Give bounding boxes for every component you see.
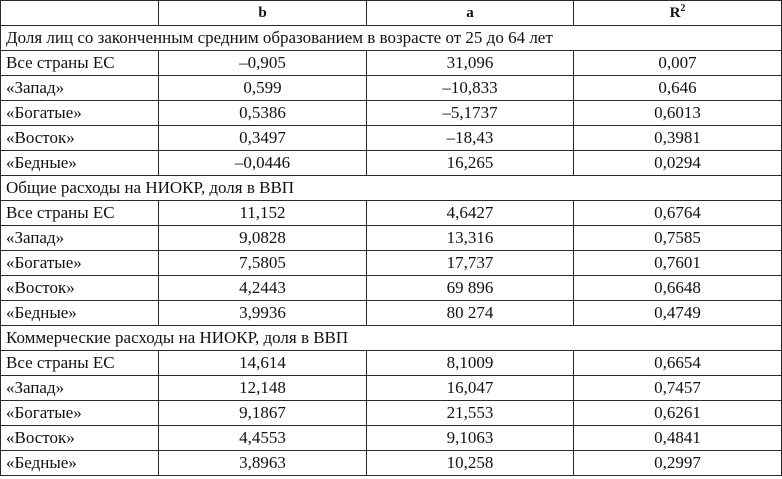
section-title: Доля лиц со законченным средним образованием в возрасте от 25 до 64 лет bbox=[1, 26, 782, 51]
table-row bbox=[1, 51, 782, 76]
table-row bbox=[1, 351, 782, 376]
cell-b: 4,2443 bbox=[159, 276, 367, 301]
cell-b: 14,614 bbox=[159, 351, 367, 376]
table-row bbox=[1, 276, 782, 301]
cell-r2: 0,2997 bbox=[574, 451, 782, 476]
cell-a: 16,265 bbox=[367, 151, 574, 176]
cell-b: –0,905 bbox=[159, 51, 367, 76]
row-label: Все страны ЕС bbox=[1, 51, 159, 76]
row-label: «Бедные» bbox=[1, 451, 159, 476]
cell-a: –18,43 bbox=[367, 126, 574, 151]
section-header-row bbox=[1, 326, 782, 351]
cell-r2: 0,4841 bbox=[574, 426, 782, 451]
cell-a: 17,737 bbox=[367, 251, 574, 276]
section-header-row bbox=[1, 26, 782, 51]
cell-a: 69 896 bbox=[367, 276, 574, 301]
header-b: b bbox=[159, 1, 367, 26]
cell-a: 80 274 bbox=[367, 301, 574, 326]
table-row bbox=[1, 101, 782, 126]
cell-a: 8,1009 bbox=[367, 351, 574, 376]
row-label: «Запад» bbox=[1, 376, 159, 401]
header-a: a bbox=[367, 1, 574, 26]
cell-r2: 0,3981 bbox=[574, 126, 782, 151]
cell-b: 7,5805 bbox=[159, 251, 367, 276]
table-row bbox=[1, 76, 782, 101]
table-row bbox=[1, 401, 782, 426]
cell-r2: 0,0294 bbox=[574, 151, 782, 176]
row-label: «Восток» bbox=[1, 276, 159, 301]
header-label bbox=[1, 1, 159, 26]
cell-b: 12,148 bbox=[159, 376, 367, 401]
section-title: Общие расходы на НИОКР, доля в ВВП bbox=[1, 176, 782, 201]
cell-a: 21,553 bbox=[367, 401, 574, 426]
row-label: «Богатые» bbox=[1, 251, 159, 276]
cell-r2: 0,646 bbox=[574, 76, 782, 101]
cell-r2: 0,7585 bbox=[574, 226, 782, 251]
header-r2-superscript: 2 bbox=[680, 3, 686, 14]
table-row bbox=[1, 226, 782, 251]
cell-a: 9,1063 bbox=[367, 426, 574, 451]
cell-b: –0,0446 bbox=[159, 151, 367, 176]
table-row bbox=[1, 126, 782, 151]
cell-r2: 0,6648 bbox=[574, 276, 782, 301]
row-label: «Запад» bbox=[1, 76, 159, 101]
row-label: «Бедные» bbox=[1, 151, 159, 176]
cell-b: 11,152 bbox=[159, 201, 367, 226]
cell-a: –10,833 bbox=[367, 76, 574, 101]
header-r2-base: R bbox=[669, 5, 681, 21]
cell-r2: 0,4749 bbox=[574, 301, 782, 326]
cell-r2: 0,6261 bbox=[574, 401, 782, 426]
row-label: Все страны ЕС bbox=[1, 201, 159, 226]
header-row bbox=[1, 1, 782, 26]
cell-b: 0,599 bbox=[159, 76, 367, 101]
section-title: Коммерческие расходы на НИОКР, доля в ВВП bbox=[1, 326, 782, 351]
row-label: «Богатые» bbox=[1, 101, 159, 126]
cell-b: 3,9936 bbox=[159, 301, 367, 326]
table-row bbox=[1, 251, 782, 276]
row-label: «Восток» bbox=[1, 126, 159, 151]
cell-r2: 0,7601 bbox=[574, 251, 782, 276]
cell-b: 4,4553 bbox=[159, 426, 367, 451]
cell-a: 16,047 bbox=[367, 376, 574, 401]
cell-b: 0,5386 bbox=[159, 101, 367, 126]
row-label: «Богатые» bbox=[1, 401, 159, 426]
header-r2 bbox=[574, 1, 782, 26]
cell-r2: 0,007 bbox=[574, 51, 782, 76]
section-header-row bbox=[1, 176, 782, 201]
table-row bbox=[1, 201, 782, 226]
table-body bbox=[1, 26, 782, 476]
table-row bbox=[1, 426, 782, 451]
cell-a: 4,6427 bbox=[367, 201, 574, 226]
row-label: «Восток» bbox=[1, 426, 159, 451]
table-row bbox=[1, 151, 782, 176]
cell-a: –5,1737 bbox=[367, 101, 574, 126]
table-row bbox=[1, 301, 782, 326]
cell-r2: 0,6013 bbox=[574, 101, 782, 126]
row-label: «Запад» bbox=[1, 226, 159, 251]
cell-b: 3,8963 bbox=[159, 451, 367, 476]
cell-b: 0,3497 bbox=[159, 126, 367, 151]
row-label: «Бедные» bbox=[1, 301, 159, 326]
table-row bbox=[1, 376, 782, 401]
cell-a: 13,316 bbox=[367, 226, 574, 251]
table-row bbox=[1, 451, 782, 476]
cell-b: 9,1867 bbox=[159, 401, 367, 426]
cell-a: 10,258 bbox=[367, 451, 574, 476]
row-label: Все страны ЕС bbox=[1, 351, 159, 376]
cell-r2: 0,6764 bbox=[574, 201, 782, 226]
cell-r2: 0,6654 bbox=[574, 351, 782, 376]
cell-r2: 0,7457 bbox=[574, 376, 782, 401]
cell-a: 31,096 bbox=[367, 51, 574, 76]
cell-b: 9,0828 bbox=[159, 226, 367, 251]
